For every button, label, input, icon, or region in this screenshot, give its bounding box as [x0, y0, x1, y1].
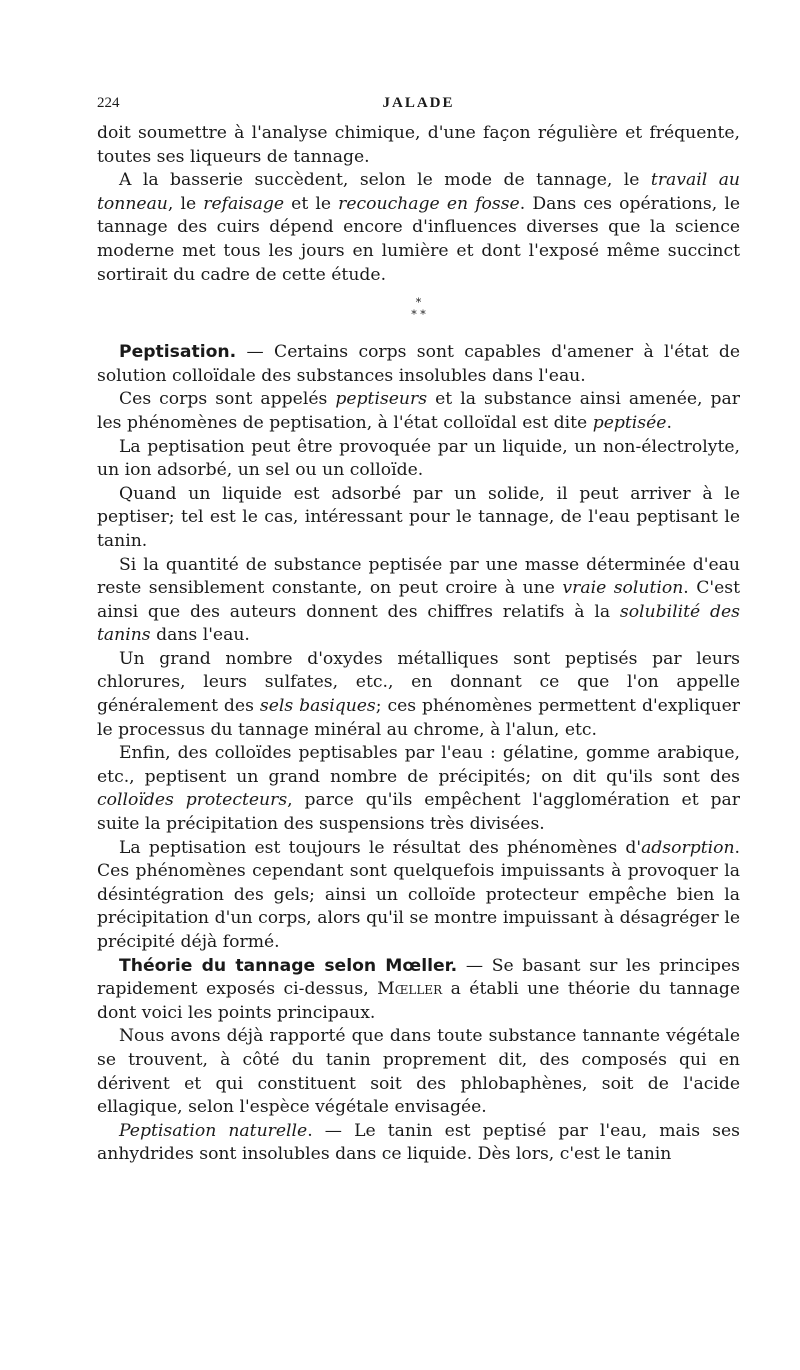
paragraph-provocation: La peptisation peut être provoquée par un liquide, un non-électrolyte, un ion adsorbé, un sel ou un colloïde. [97, 436, 740, 481]
separator-star-top: * [415, 296, 422, 310]
section-heading-peptisation: Peptisation. [119, 342, 237, 363]
page-number: 224 [97, 95, 120, 111]
paragraph-substance-tannante: Nous avons déjà rapporté que dans toute substance tannante végétale se trouvent, à côté du tanin proprement dit, des composés qui en dérivent et qui constituent soit des phlobaphènes, soit de l'acide ellagique, selon l'espèce végétale envisagée. [97, 1026, 740, 1118]
separator-stars-bottom: * * [411, 308, 426, 322]
section-heading-theorie: Théorie du tannage selon Mœller. [119, 955, 458, 976]
paragraph-basserie: A la basserie succèdent, selon le mode de tannage, le travail au tonneau, le refaisage et le recouchage en fosse. Dans ces opérations, le tannage des cuirs dépend encore d'influences diverses que la science moderne met tous les jours en lumière et dont l'exposé même succinct sortirait du cadre de cette étude. [97, 170, 741, 285]
paragraph-peptiseurs: Ces corps sont appelés peptiseurs et la substance ainsi amenée, par les phénomènes de peptisation, à l'état colloïdal est dite peptisée. [97, 389, 740, 433]
paragraph-peptisation-naturelle: Peptisation naturelle. — Le tanin est peptisé par l'eau, mais ses anhydrides sont insolubles dans ce liquide. Dès lors, c'est le tanin [97, 1120, 740, 1165]
page-header [97, 88, 740, 112]
running-title: JALADE [382, 95, 455, 111]
paragraph-oxydes: Un grand nombre d'oxydes métalliques sont peptisés par leurs chlorures, leurs sulfates, etc., en donnant ce que l'on appelle généralement des sels basiques; ces phénomènes permettent d'expliquer le processus du tannage minéral au chrome, à l'alun, etc. [97, 648, 740, 740]
page-body [97, 88, 740, 1167]
paragraph-theorie: Théorie du tannage selon Mœller. — Se basant sur les principes rapidement exposés ci-dessus, Mœller a établi une théorie du tannage dont voici les points principaux. [97, 955, 740, 1023]
paragraph-quantite: Si la quantité de substance peptisée par une masse déterminée d'eau reste sensiblement constante, on peut croire à une vraie solution. C'est ainsi que des auteurs donnent des chiffres relatifs à la solubilité des tanins dans l'eau. [97, 554, 740, 646]
section-separator [97, 297, 740, 321]
paragraph-peptisation: Peptisation. — Certains corps sont capables d'amener à l'état de solution colloïdale des substances insolubles dans l'eau. [97, 342, 740, 386]
paragraph-continuation: doit soumettre à l'analyse chimique, d'une façon régulière et fréquente, toutes ses liqueurs de tannage. [97, 123, 740, 167]
paragraph-liquide-adsorbe: Quand un liquide est adsorbé par un solide, il peut arriver à le peptiser; tel est le cas, intéressant pour le tannage, de l'eau peptisant le tanin. [97, 483, 740, 551]
paragraph-colloides: Enfin, des colloïdes peptisables par l'eau : gélatine, gomme arabique, etc., peptisent un grand nombre de précipités; on dit qu'ils sont des colloïdes protecteurs, parce qu'ils empêchent l'agglomération et par suite la précipitation des suspensions très divisées. [97, 743, 740, 835]
paragraph-adsorption: La peptisation est toujours le résultat des phénomènes d'adsorption. Ces phénomènes cependant sont quelquefois impuissants à provoquer la désintégration des gels; ainsi un colloïde protecteur empêche bien la précipitation d'un corps, alors qu'il se montre impuissant à désagréger le précipité déjà formé. [97, 837, 740, 952]
